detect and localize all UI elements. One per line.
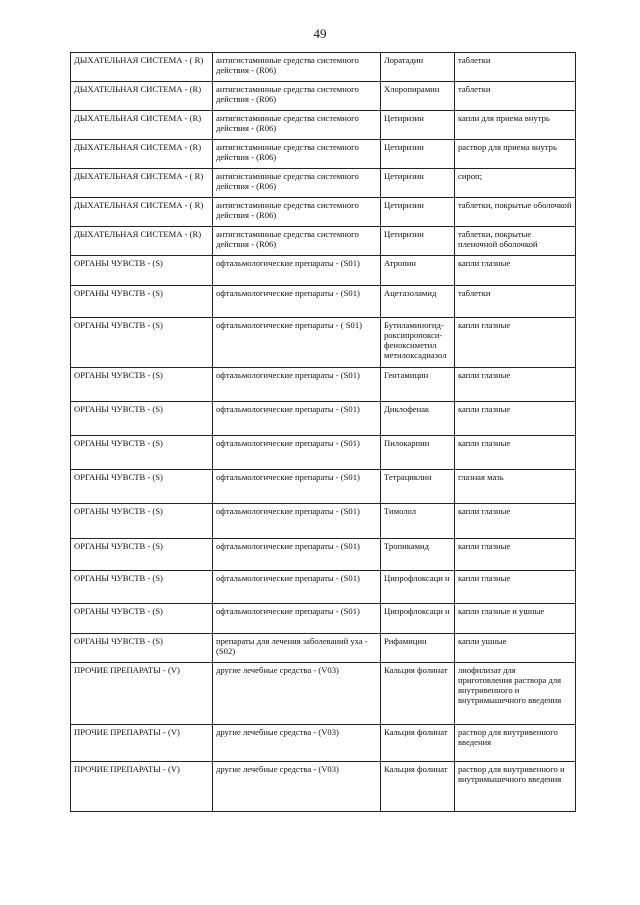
substance-cell: Цетиризин (381, 198, 455, 227)
form-cell: капли глазные (455, 571, 576, 604)
system-cell: ОРГАНЫ ЧУВСТВ - (S) (71, 256, 213, 286)
substance-cell: Цетиризин (381, 111, 455, 140)
group-cell: офтальмологические препараты - (S01) (213, 368, 381, 402)
table-row (71, 539, 576, 571)
group-cell: препараты для лечения заболеваний уха - (S02) (213, 634, 381, 663)
table-row (71, 470, 576, 504)
form-cell: таблетки, покрытые пленочной оболочкой (455, 227, 576, 256)
system-cell: ОРГАНЫ ЧУВСТВ - (S) (71, 318, 213, 368)
form-cell: таблетки, покрытые оболочкой (455, 198, 576, 227)
group-cell: офтальмологические препараты - (S01) (213, 436, 381, 470)
form-cell: капли глазные (455, 256, 576, 286)
group-cell: офтальмологические препараты - ( S01) (213, 318, 381, 368)
system-cell: ОРГАНЫ ЧУВСТВ - (S) (71, 539, 213, 571)
form-cell: раствор для внутривенного введения (455, 725, 576, 762)
system-cell: ДЫХАТЕЛЬНАЯ СИСТЕМА - (R) (71, 111, 213, 140)
system-cell: ОРГАНЫ ЧУВСТВ - (S) (71, 470, 213, 504)
group-cell: офтальмологические препараты - (S01) (213, 604, 381, 634)
substance-cell: Цетиризин (381, 140, 455, 169)
group-cell: другие лечебные средства - (V03) (213, 762, 381, 812)
form-cell: таблетки (455, 286, 576, 318)
table-row (71, 504, 576, 539)
system-cell: ОРГАНЫ ЧУВСТВ - (S) (71, 286, 213, 318)
substance-cell: Ацетазоламид (381, 286, 455, 318)
system-cell: ОРГАНЫ ЧУВСТВ - (S) (71, 604, 213, 634)
system-cell: ОРГАНЫ ЧУВСТВ - (S) (71, 571, 213, 604)
table-row (71, 634, 576, 663)
table-row (71, 571, 576, 604)
table-row (71, 227, 576, 256)
system-cell: ОРГАНЫ ЧУВСТВ - (S) (71, 504, 213, 539)
substance-cell: Атропин (381, 256, 455, 286)
group-cell: антигистаминные средства системного действия - (R06) (213, 227, 381, 256)
group-cell: другие лечебные средства - (V03) (213, 725, 381, 762)
group-cell: офтальмологические препараты - (S01) (213, 504, 381, 539)
form-cell: капли глазные и ушные (455, 604, 576, 634)
group-cell: офтальмологические препараты - (S01) (213, 539, 381, 571)
system-cell: ОРГАНЫ ЧУВСТВ - (S) (71, 436, 213, 470)
group-cell: антигистаминные средства системного действия - (R06) (213, 198, 381, 227)
table-row (71, 82, 576, 111)
group-cell: антигистаминные средства системного действия - (R06) (213, 111, 381, 140)
system-cell: ПРОЧИЕ ПРЕПАРАТЫ - (V) (71, 762, 213, 812)
system-cell: ДЫХАТЕЛЬНАЯ СИСТЕМА - (R) (71, 227, 213, 256)
substance-cell: Гентамицин (381, 368, 455, 402)
table-row (71, 286, 576, 318)
form-cell: капли ушные (455, 634, 576, 663)
system-cell: ОРГАНЫ ЧУВСТВ - (S) (71, 368, 213, 402)
group-cell: другие лечебные средства - (V03) (213, 663, 381, 725)
form-cell: сироп; (455, 169, 576, 198)
system-cell: ДЫХАТЕЛЬНАЯ СИСТЕМА - (R) (71, 82, 213, 111)
form-cell: глазная мазь (455, 470, 576, 504)
form-cell: капли для приема внутрь (455, 111, 576, 140)
group-cell: офтальмологические препараты - (S01) (213, 571, 381, 604)
group-cell: офтальмологические препараты - (S01) (213, 470, 381, 504)
table-body (71, 53, 576, 812)
substance-cell: Пилокарпин (381, 436, 455, 470)
substance-cell: Рифамицин (381, 634, 455, 663)
system-cell: ДЫХАТЕЛЬНАЯ СИСТЕМА - ( R) (71, 169, 213, 198)
table-row (71, 402, 576, 436)
substance-cell: Бутиламиногид-роксипропокси-феноксиметил метилоксадиазол (381, 318, 455, 368)
table-row (71, 169, 576, 198)
group-cell: офтальмологические препараты - (S01) (213, 286, 381, 318)
table-row (71, 53, 576, 82)
table-row (71, 140, 576, 169)
form-cell: капли глазные (455, 504, 576, 539)
table-row (71, 436, 576, 470)
system-cell: ПРОЧИЕ ПРЕПАРАТЫ - (V) (71, 725, 213, 762)
group-cell: офтальмологические препараты - (S01) (213, 256, 381, 286)
group-cell: офтальмологические препараты - (S01) (213, 402, 381, 436)
system-cell: ДЫХАТЕЛЬНАЯ СИСТЕМА - ( R) (71, 198, 213, 227)
system-cell: ДЫХАТЕЛЬНАЯ СИСТЕМА - (R) (71, 140, 213, 169)
substance-cell: Ципрофлоксаци н (381, 571, 455, 604)
table-row (71, 198, 576, 227)
system-cell: ДЫХАТЕЛЬНАЯ СИСТЕМА - ( R) (71, 53, 213, 82)
substance-cell: Тропикамид (381, 539, 455, 571)
form-cell: капли глазные (455, 436, 576, 470)
form-cell: таблетки (455, 82, 576, 111)
substance-cell: Ципрофлоксаци н (381, 604, 455, 634)
table-row (71, 663, 576, 725)
group-cell: антигистаминные средства системного действия - (R06) (213, 82, 381, 111)
form-cell: капли глазные (455, 318, 576, 368)
table-row (71, 762, 576, 812)
group-cell: антигистаминные средства системного действия - (R06) (213, 169, 381, 198)
substance-cell: Лоратадин (381, 53, 455, 82)
form-cell: лиофилизат для приготовления раствора для внутривенного и внутримышечного введения (455, 663, 576, 725)
substance-cell: Кальция фолинат (381, 762, 455, 812)
system-cell: ПРОЧИЕ ПРЕПАРАТЫ - (V) (71, 663, 213, 725)
group-cell: антигистаминные средства системного действия - (R06) (213, 53, 381, 82)
system-cell: ОРГАНЫ ЧУВСТВ - (S) (71, 634, 213, 663)
table-row (71, 318, 576, 368)
form-cell: таблетки (455, 53, 576, 82)
substance-cell: Тимолол (381, 504, 455, 539)
form-cell: капли глазные (455, 539, 576, 571)
form-cell: капли глазные (455, 368, 576, 402)
substance-cell: Цетиризин (381, 169, 455, 198)
form-cell: капли глазные (455, 402, 576, 436)
form-cell: раствор для внутривенного и внутримышечного введения (455, 762, 576, 812)
substance-cell: Кальция фолинат (381, 663, 455, 725)
drug-table (70, 52, 576, 812)
form-cell: раствор для приема внутрь (455, 140, 576, 169)
substance-cell: Хлоропирамин (381, 82, 455, 111)
page-number: 49 (313, 26, 327, 41)
substance-cell: Диклофенак (381, 402, 455, 436)
table-row (71, 604, 576, 634)
system-cell: ОРГАНЫ ЧУВСТВ - (S) (71, 402, 213, 436)
table-row (71, 256, 576, 286)
table-row (71, 111, 576, 140)
substance-cell: Кальция фолинат (381, 725, 455, 762)
group-cell: антигистаминные средства системного действия - (R06) (213, 140, 381, 169)
substance-cell: Цетиризин (381, 227, 455, 256)
substance-cell: Тетрациклин (381, 470, 455, 504)
table-row (71, 368, 576, 402)
table-row (71, 725, 576, 762)
